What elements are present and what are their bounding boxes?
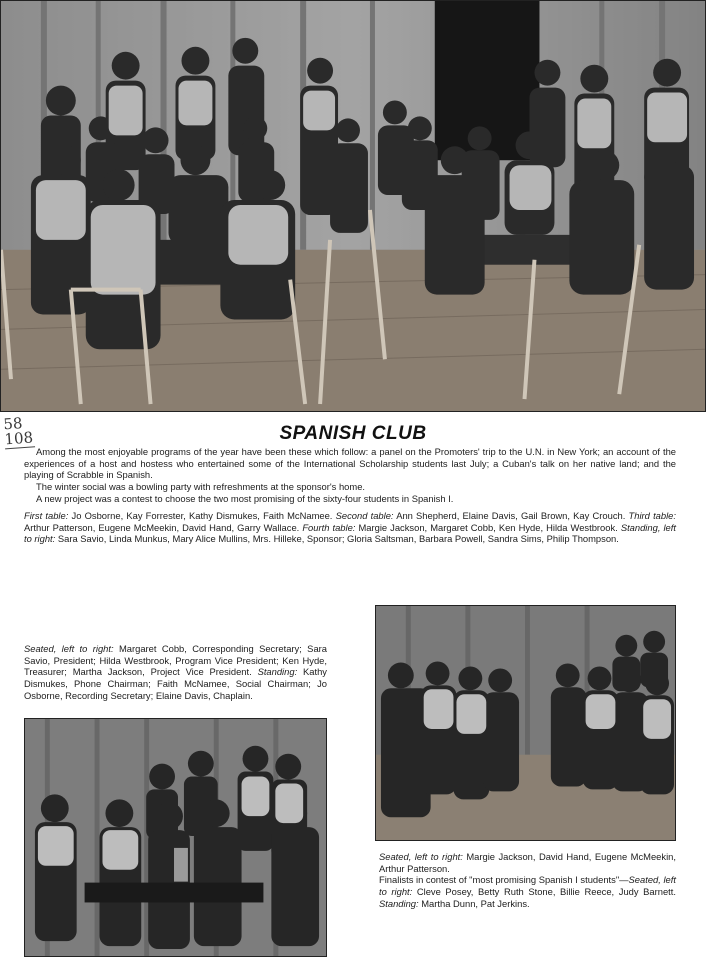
officers-caption [24,643,327,702]
caption-names-standing: Sara Savio, Linda Munkus, Mary Alice Mullins, Mrs. Hilleke, Sponsor; Gloria Saltsman, Barbara Powell, Sandra Sims, Philip Thompson. [55,533,619,545]
finalists-label-seated: Seated, left to right: [379,851,463,862]
page-title: SPANISH CLUB [279,423,427,444]
finalists-contest-text: Finalists in contest of "most promising Spanish I students"— [379,874,629,886]
caption-label-first-table: First table: [24,510,69,521]
caption-label-fourth-table: Fourth table: [302,521,356,533]
caption-label-third-table: Third table: [628,510,677,521]
group-photo-card-tables [0,0,706,412]
caption-label-standing: Standing, left to right: [24,521,676,545]
caption-names-first-table: Jo Osborne, Kay Forrester, Kathy Dismukes, Faith McNamee. [68,510,336,521]
handwritten-note-top: 58 [2,414,24,434]
officers-label-standing: Standing: [257,666,298,678]
intro-paragraph-project: A new project was a contest to choose the two most promising of the sixty-four students in Spanish I. [36,492,454,504]
officers-label-seated: Seated, left to right: [24,643,114,654]
finalists-label-standing: Standing: [379,897,419,909]
finalists-label-seated-2: Seated, left to right: [379,874,676,898]
main-photo-caption [24,510,676,545]
handwritten-note-bottom: 108 [3,428,34,449]
finalists-photo [375,605,676,841]
caption-names-second-table: Ann Shepherd, Elaine Davis, Gail Brown, Kay Crouch. [393,510,629,521]
intro-paragraph-social: The winter social was a bowling party with refreshments at the sponsor's home. [36,481,366,493]
officers-photo [24,718,327,957]
officers-names-seated: Margaret Cobb, Corresponding Secretary; Sara Savio, President; Hilda Westbrook, Program Vice President; Ken Hyde, Treasurer; Martha Jackson, Project Vice President. [24,643,327,678]
finalists-photo-illustration [376,606,675,840]
officers-names-standing: Kathy Dismukes, Phone Chairman; Faith McNamee, Social Chairman; Jo Osborne, Recording Secretary; Elaine Davis, Chaplain. [24,666,327,701]
officers-photo-illustration [25,719,326,956]
finalists-caption [379,851,676,910]
caption-label-second-table: Second table: [335,510,394,521]
group-photo-illustration [1,1,705,411]
caption-names-third-table: Arthur Patterson, Eugene McMeekin, David Hand, Garry Wallace. [24,521,303,533]
intro-text [24,446,676,505]
intro-paragraph-programs: Among the most enjoyable programs of the year have been these which follow: a panel on the Promoters' trip to the U.N. in New York; an account of the experiences of a host and hostess who entertained some of the International Scholarship students last July; a Cuban's talk on her native land; and the playing of Scrabble in Spanish. [24,446,676,481]
finalists-names-standing: Martha Dunn, Pat Jerkins. [418,897,530,909]
finalists-names-seated-2: Cleve Posey, Betty Ruth Stone, Billie Reece, Judy Barnett. [412,886,676,898]
caption-names-fourth-table: Margie Jackson, Margaret Cobb, Ken Hyde, Hilda Westbrook. [355,521,621,533]
finalists-names-seated: Margie Jackson, David Hand, Eugene McMeekin, Arthur Patterson. [379,851,676,874]
